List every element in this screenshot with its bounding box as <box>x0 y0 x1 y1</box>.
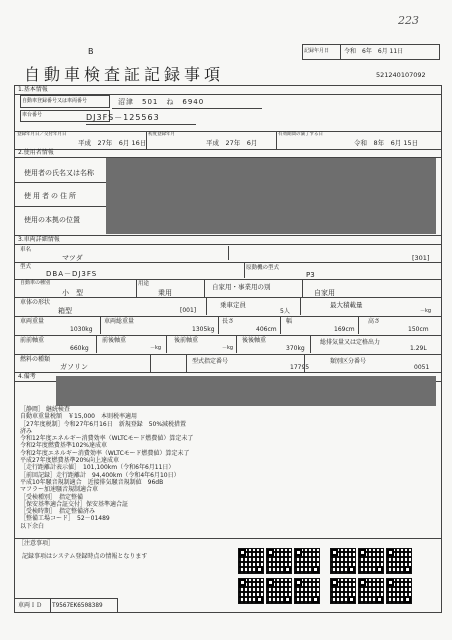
remarks-redacted <box>56 376 436 406</box>
qr-code-icon <box>238 578 264 604</box>
record-date-label: 記録年月日 <box>304 48 330 54</box>
length-value: 406cm <box>256 326 277 333</box>
handwritten-number: 223 <box>398 14 419 27</box>
qr-code-icon <box>294 548 320 574</box>
capacity-label: 乗車定員 <box>220 301 246 309</box>
shape-code: [001] <box>180 307 197 314</box>
capacity-value: 5人 <box>280 308 290 315</box>
remark-line: 以下余白 <box>20 522 45 530</box>
qr-code-icon <box>386 548 412 574</box>
user-name-redacted <box>106 158 436 234</box>
model-label: 型式 <box>20 264 32 270</box>
qr-code-icon <box>294 578 320 604</box>
remark-line: 自動車重量税額 ￥15,000 本則税率適用 <box>20 413 137 421</box>
expiry-value: 令和 8年 6月 15日 <box>354 139 419 147</box>
remark-line: ［整備工場コード］ 52－01489 <box>20 515 110 523</box>
displace-label: 総排気量又は定格出力 <box>320 339 381 346</box>
max-load-label: 最大積載量 <box>330 301 363 309</box>
section-4-header: 4.備考 <box>18 373 36 380</box>
rr-label: 後後軸重 <box>242 337 267 344</box>
user-name-label: 使用者の氏名又は名称 <box>24 169 94 177</box>
class-num-value: 0051 <box>414 364 430 371</box>
rr-value: 370kg <box>286 345 305 352</box>
maker-code: [301] <box>412 254 430 262</box>
remark-line: 平成27年度燃費基準20%向上達成車 <box>20 457 119 465</box>
section-1-header: 1.基本情報 <box>18 86 48 93</box>
type-num-value: 17795 <box>290 364 310 371</box>
first-inspect-label: 初度登録年月 <box>148 132 175 137</box>
rf-value: －kg <box>222 345 234 351</box>
remark-line: 令和2年度エネルギー消費効率（WLTCモード燃費値）算定未了 <box>20 449 190 457</box>
qr-code-icon <box>266 548 292 574</box>
class-num-label: 類別区分番号 <box>330 358 367 365</box>
height-label: 高さ <box>368 318 381 325</box>
gross-label: 車両総重量 <box>104 318 135 325</box>
qr-code-icon <box>266 578 292 604</box>
fuel-value: ガソリン <box>60 363 88 371</box>
remark-line: ［保安基準適合証交付］保安基準適合証 <box>20 500 129 508</box>
remark-line: 済み <box>20 427 33 435</box>
width-label: 幅 <box>286 318 293 325</box>
max-load-value: －kg <box>420 308 432 314</box>
remark-line: マフラー加速騒音規制適合車 <box>20 486 99 494</box>
chassis-label: 車台番号 <box>22 112 43 118</box>
small-b-marker: B <box>88 47 94 56</box>
expiry-label: 有効期間の満了する日 <box>278 132 323 137</box>
length-label: 長さ <box>222 318 235 325</box>
remark-line: ［27年度税制］令和27年6月16日 新規登録 50%減税措置 <box>20 420 187 428</box>
remark-line: 令和2年度燃費基準102%達成車 <box>20 442 107 450</box>
shape-value: 箱型 <box>58 307 72 315</box>
displace-value: 1.29L <box>410 345 427 352</box>
page-title: 自動車検査証記録事項 <box>24 65 225 84</box>
record-date-value: 令和 6年 6月 11日 <box>344 48 404 55</box>
kind-label: 自動車の種別 <box>20 280 51 286</box>
notice-label: ［注意事項］ <box>18 540 55 547</box>
qr-code-icon <box>358 578 384 604</box>
qr-code-icon <box>330 548 356 574</box>
fr-label: 前後軸重 <box>102 337 127 344</box>
remark-line: 平成10年騒音規制適合 近接排気騒音規制値 96dB <box>20 478 164 486</box>
rf-label: 後前軸重 <box>174 337 199 344</box>
section-2-header: 2.使用者情報 <box>18 149 54 156</box>
use-value: 乗用 <box>158 289 172 297</box>
type-num-label: 型式指定番号 <box>192 358 229 365</box>
doc-number: 521240107092 <box>376 71 426 79</box>
use-label: 用途 <box>138 281 150 287</box>
section-3-header: 3.車両詳細情報 <box>18 236 60 243</box>
engine-value: P3 <box>306 271 315 279</box>
vehicle-id-value: T9567EK6508389 <box>52 602 103 609</box>
engine-label: 原動機の型式 <box>246 265 280 271</box>
remark-line: ［静岡］ 継続検査 <box>20 406 70 413</box>
remark-line: ［受検種別］ 指定整備 <box>20 493 84 501</box>
qr-code-icon <box>358 548 384 574</box>
weight-label: 車両重量 <box>20 318 45 325</box>
width-value: 169cm <box>334 326 355 333</box>
remark-line: ［受検時期］ 指定整備済み <box>20 508 96 516</box>
ff-label: 前前軸重 <box>20 337 45 344</box>
ff-value: 660kg <box>70 345 89 352</box>
qr-code-icon <box>386 578 412 604</box>
weight-value: 1030kg <box>70 326 93 333</box>
maker-label: 車名 <box>20 247 32 253</box>
height-value: 150cm <box>408 326 429 333</box>
qr-code-icon <box>330 578 356 604</box>
remarks-list <box>20 406 320 530</box>
base-label: 使用の本拠の位置 <box>24 216 80 224</box>
shape-label: 車体の形状 <box>20 299 51 306</box>
fuel-label: 燃料の種類 <box>20 356 51 363</box>
private-label: 自家用・事業用の別 <box>212 283 271 291</box>
maker-value: マツダ <box>62 254 83 262</box>
reg-label: 自動車登録番号又は車両番号 <box>22 98 88 104</box>
chassis-value: DJ3FS－125563 <box>86 113 160 122</box>
vehicle-id-label: 車両ＩＤ <box>18 602 43 609</box>
first-reg-value: 平成 27年 6月 16日 <box>78 139 147 147</box>
user-addr-label: 使用者の住所 <box>24 192 78 200</box>
remark-line: ［走行距離計表示値］ 101,100km（令和6年6月11日） <box>20 464 175 472</box>
model-value: DBA－DJ3FS <box>46 270 98 278</box>
remark-line: 令和12年度エネルギー消費効率（WLTCモード燃費値）算定未了 <box>20 435 194 443</box>
private-value: 自家用 <box>314 289 335 297</box>
gross-value: 1305kg <box>192 326 215 333</box>
kind-value: 小 型 <box>62 289 83 297</box>
fr-value: －kg <box>150 345 162 351</box>
reg-value: 沼津 501 ね 6940 <box>118 98 205 106</box>
qr-code-icon <box>238 548 264 574</box>
first-inspect-value: 平成 27年 6月 <box>206 139 258 147</box>
notice-text: 記録事項はシステム登録時点の情報となります <box>22 553 148 560</box>
remark-line: ［前回記録］走行距離計 94,400km（令和4年6月10日） <box>20 471 180 479</box>
first-reg-label: 登録年月日／交付年月日 <box>17 132 67 137</box>
